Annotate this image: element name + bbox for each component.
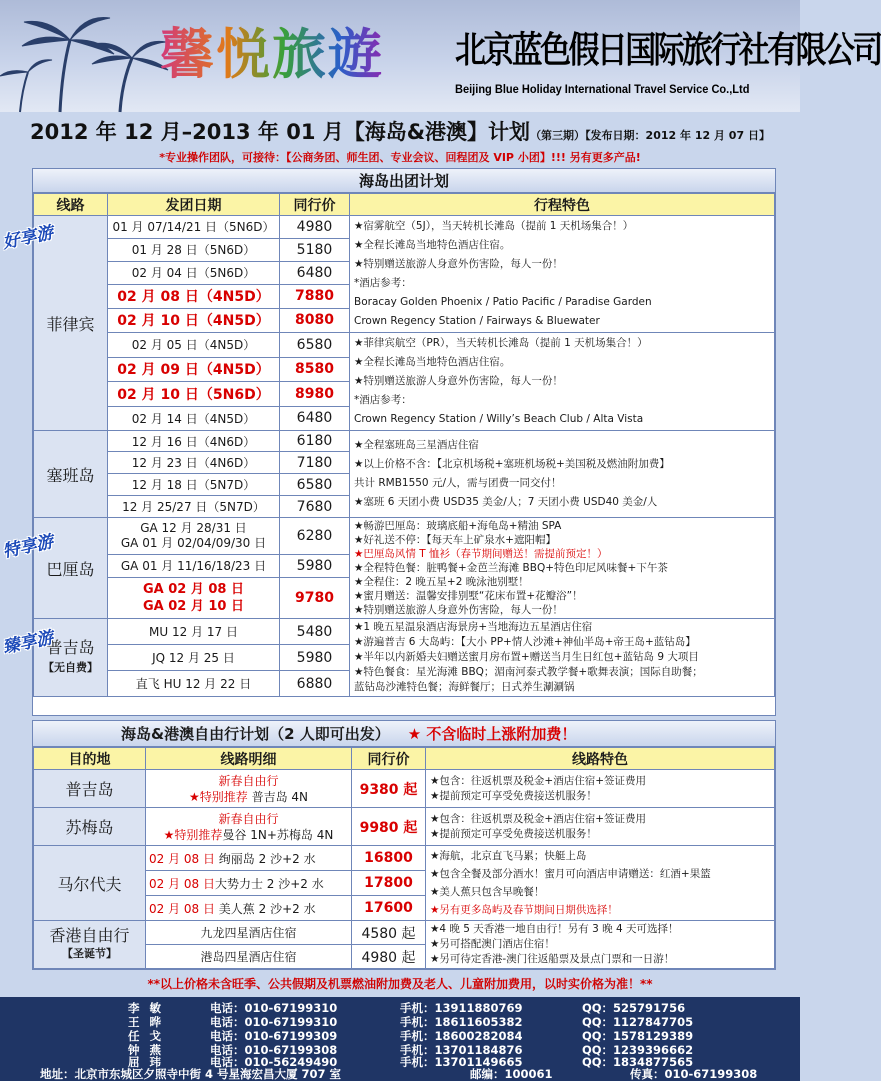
contact-name: 屈玮: [128, 1055, 171, 1069]
table-row: [34, 619, 775, 645]
depart-date: 02 月 04 日（5N6D）: [108, 261, 280, 284]
contact-qq: QQ：1834877565: [582, 1055, 694, 1069]
table-header-row: [34, 748, 775, 770]
col-header-price: 同行价: [352, 748, 426, 770]
dest-phuket: 普吉岛: [34, 770, 146, 808]
col-header-feature: 线路特色: [426, 748, 775, 770]
company-name-en: Beijing Blue Holiday International Travel Service Co.,Ltd: [455, 82, 750, 96]
line-hotel: 大势力士 2 沙+2 水: [214, 876, 324, 891]
contact-row: [0, 1001, 800, 1015]
depart-date: 12 月 18 日（5N7D）: [108, 474, 280, 496]
contact-tel: 电话：010-56249490: [210, 1055, 338, 1069]
feature-line: ★包含全餐及部分酒水！蜜月可向酒店申请赠送：红酒+果篮: [430, 868, 711, 880]
island-plan-panel: [32, 168, 776, 716]
price: 4580 起: [352, 921, 426, 945]
island-plan-table: [33, 193, 775, 697]
dest-hongkong-label: 香港自由行: [49, 925, 130, 945]
col-header-destination: 目的地: [34, 748, 146, 770]
price: 17800: [352, 871, 426, 896]
feature-line: ★4 晚 5 天香港一地自由行！另有 3 晚 4 天可选择！: [430, 923, 679, 935]
contact-name: 钟燕: [128, 1043, 171, 1057]
recommend-tag: ★特别推荐: [188, 789, 248, 804]
feature-line: Crown Regency Station / Willy’s Beach Club / Alta Vista: [354, 413, 644, 425]
footer-fax: 传真：010-67199308: [630, 1067, 758, 1081]
price: 16800: [352, 846, 426, 871]
feature-line: ★全程住：2 晚五星+2 晚泳池别墅！: [354, 576, 529, 588]
price: 5980: [280, 555, 350, 578]
price: 9980 起: [352, 808, 426, 846]
contact-tel: 电话：010-67199309: [210, 1029, 338, 1043]
col-header-price: 同行价: [280, 194, 350, 216]
feature-line: ★另可待定香港-澳门往返船票及景点门票和一日游！: [430, 953, 675, 965]
contact-tel: 电话：010-67199308: [210, 1043, 338, 1057]
feature-line: ★巴厘岛风情 T 恤衫（春节期间赠送！需提前预定！）: [354, 548, 608, 560]
table-header-row: [34, 194, 775, 216]
feature-line: ★另可搭配澳门酒店住宿！: [430, 938, 555, 950]
contact-tel: 电话：010-67199310: [210, 1001, 338, 1015]
price: 6280: [280, 518, 350, 555]
dest-hongkong-note: 【圣诞节】: [62, 946, 117, 960]
features-philippines-pr: [350, 333, 775, 431]
contact-tel: 电话：010-67199310: [210, 1015, 338, 1029]
feature-line: ★包含：往返机票及税金+酒店住宿+签证费用: [430, 812, 647, 825]
col-header-feature: 行程特色: [350, 194, 775, 216]
price: 6480: [280, 406, 350, 431]
region-bali: 巴厘岛: [34, 518, 108, 619]
depart-date: 12 月 25/27 日（5N7D）: [108, 496, 280, 518]
contact-mobile: 手机：13701149665: [400, 1055, 523, 1069]
table-row: [34, 846, 775, 871]
region-phuket-label: 普吉岛: [46, 637, 95, 657]
feature-line: *酒店参考：: [354, 394, 412, 406]
price: 4980: [280, 216, 350, 239]
region-philippines: 菲律宾: [34, 216, 108, 431]
feature-line: ★畅游巴厘岛：玻璃底船+海龟岛+精油 SPA: [354, 520, 562, 532]
feature-line: 共计 RMB1550 元/人，需与团费一同交付！: [354, 477, 562, 489]
feature-line: ★全程特色餐：脏鸭餐+金芭兰海滩 BBQ+特色印尼风味餐+下午茶: [354, 562, 668, 574]
contact-mobile: 手机：18600282084: [400, 1029, 523, 1043]
feature-line: ★提前预定可享受免费接送机服务！: [430, 827, 597, 840]
dest-maldives: 马尔代夫: [34, 846, 146, 921]
title-edition: （第三期）: [530, 129, 586, 142]
price: 8580: [280, 357, 350, 382]
badge-good: 好享游: [0, 222, 56, 254]
price: 17600: [352, 896, 426, 921]
feature-line: ★宿雾航空（5J），当天转机长滩岛（提前 1 天机场集合！）: [354, 220, 634, 232]
feature-line: ★海航，北京直飞马累；快艇上岛: [430, 850, 587, 862]
price: 9780: [280, 577, 350, 618]
contact-mobile: 手机：18611605382: [400, 1015, 523, 1029]
depart-date: 02 月 05 日（4N5D）: [108, 333, 280, 358]
depart-date: 02 月 10 日（4N5D）: [108, 308, 280, 332]
contact-qq: QQ：1578129389: [582, 1029, 694, 1043]
price: 6480: [280, 261, 350, 284]
footer-row: [0, 1067, 800, 1081]
features-free-hongkong: [426, 921, 775, 969]
contact-name: 王晔: [128, 1015, 171, 1029]
feature-line: Crown Regency Station / Fairways & Bluewater: [354, 315, 600, 327]
feature-line: ★包含：往返机票及税金+酒店住宿+签证费用: [430, 774, 647, 787]
depart-date: 02 月 10 日（5N6D）: [108, 382, 280, 407]
depart-date: 01 月 28 日（5N6D）: [108, 238, 280, 261]
free-plan-title-text: 海岛&港澳自由行计划（2 人即可出发）: [121, 725, 390, 743]
feature-line: ★半年以内新婚夫妇赠送蜜月房布置+赠送当月生日红包+蓝钻岛 9 大项目: [354, 651, 699, 663]
contact-name: 李敏: [128, 1001, 171, 1015]
price: 8080: [280, 308, 350, 332]
features-free-maldives: [426, 846, 775, 921]
table-row: [34, 216, 775, 239]
feature-line: ★特别赠送旅游人身意外伤害险，每人一份！: [354, 258, 563, 270]
free-plan-table: [33, 747, 775, 969]
free-plan-panel: [32, 720, 776, 970]
region-phuket-note: 【无自费】: [43, 660, 98, 674]
feature-line: ★提前预定可享受免费接送机服务！: [430, 789, 597, 802]
contact-footer: [0, 997, 800, 1081]
table-row: [34, 333, 775, 358]
depart-date: 直飞 HU 12 月 22 日: [108, 671, 280, 697]
dest-samui: 苏梅岛: [34, 808, 146, 846]
depart-date: 12 月 16 日（4N6D）: [108, 431, 280, 452]
table-row: [34, 921, 775, 945]
line-detail-title: 新春自由行: [218, 773, 279, 788]
contact-name: 任戈: [128, 1029, 171, 1043]
feature-line: ★特别赠送旅游人身意外伤害险，每人一份！: [354, 375, 563, 387]
depart-date: [108, 577, 280, 618]
price: 6580: [280, 474, 350, 496]
feature-line: ★特别赠送旅游人身意外伤害险，每人一份！: [354, 604, 563, 616]
table-row: [34, 770, 775, 808]
table-row: [34, 431, 775, 452]
feature-line: ★特色餐食：星光海滩 BBQ；湄南河泰式教学餐+歌舞表演；国际自助餐；: [354, 666, 703, 678]
features-saipan: [350, 431, 775, 518]
company-name-cn: 北京蓝色假日国际旅行社有限公司: [455, 30, 881, 71]
badge-luxury: 臻享游: [0, 627, 56, 659]
depart-date: [108, 518, 280, 555]
feature-line: Boracay Golden Phoenix / Patio Pacific / Paradise Garden: [354, 296, 652, 308]
dest-hongkong: [34, 921, 146, 969]
price: 5980: [280, 645, 350, 671]
recommend-tag: ★特别推荐: [163, 827, 223, 842]
line-detail: [146, 846, 352, 871]
date-line: GA 02 月 10 日: [142, 598, 245, 614]
date-line: GA 01 月 02/04/09/30 日: [120, 536, 267, 551]
line-date: 02 月 08 日: [149, 851, 215, 866]
line-detail: [146, 896, 352, 921]
title-publish-date: 【发布日期：2012 年 12 月 07 日】: [585, 129, 770, 142]
line-detail: [146, 770, 352, 808]
island-plan-title: 海岛出团计划: [33, 169, 775, 193]
features-free-samui: [426, 808, 775, 846]
depart-date: 02 月 14 日（4N5D）: [108, 406, 280, 431]
price: 7180: [280, 452, 350, 474]
footer-zip: 邮编：100061: [470, 1067, 553, 1081]
price: 8980: [280, 382, 350, 407]
feature-line: ★菲律宾航空（PR），当天转机长滩岛（提前 1 天机场集合！）: [354, 337, 648, 349]
badge-special: 特享游: [0, 531, 56, 563]
contact-mobile: 手机：13911880769: [400, 1001, 523, 1015]
depart-date: 02 月 09 日（4N5D）: [108, 357, 280, 382]
free-plan-warning: ★ 不含临时上涨附加费！: [407, 725, 577, 743]
price: 6180: [280, 431, 350, 452]
brand-logo: 馨悦旅遊: [160, 12, 384, 89]
col-header-date: 发团日期: [108, 194, 280, 216]
depart-date: 12 月 23 日（4N6D）: [108, 452, 280, 474]
contact-mobile: 手机：13701184876: [400, 1043, 523, 1057]
feature-line: ★全程塞班岛三星酒店住宿: [354, 439, 479, 451]
feature-line: 蓝钻岛沙滩特色餐；海鲜餐厅；日式养生涮涮锅: [354, 681, 575, 693]
col-header-line: 线路明细: [146, 748, 352, 770]
table-row: [34, 808, 775, 846]
line-detail-title: 新春自由行: [218, 811, 279, 826]
contact-row: [0, 1015, 800, 1029]
line-hotel: 美人蕉 2 沙+2 水: [214, 901, 316, 916]
line-hotel: 绚丽岛 2 沙+2 水: [214, 851, 316, 866]
price: 6880: [280, 671, 350, 697]
price: 5480: [280, 619, 350, 645]
feature-line: ★1 晚五星温泉酒店海景房+当地海边五星酒店住宿: [354, 621, 593, 633]
price: 6580: [280, 333, 350, 358]
free-plan-title: [33, 721, 775, 747]
feature-line: ★以上价格不含：【北京机场税+塞班机场税+美国税及燃油附加费】: [354, 458, 670, 470]
region-saipan: 塞班岛: [34, 431, 108, 518]
features-free-phuket: [426, 770, 775, 808]
contact-qq: QQ：1127847705: [582, 1015, 694, 1029]
line-date: 02 月 08 日: [149, 901, 215, 916]
depart-date: 02 月 08 日（4N5D）: [108, 284, 280, 308]
line-detail-text: 曼谷 1N+苏梅岛 4N: [222, 827, 334, 842]
contact-row: [0, 1029, 800, 1043]
feature-line: ★另有更多岛屿及春节期间日期供选择！: [430, 904, 618, 916]
features-philippines-5j: [350, 216, 775, 333]
feature-line: ★美人蕉只包含早晚餐！: [430, 886, 545, 898]
feature-line: ★全程长滩岛当地特色酒店住宿。: [354, 356, 511, 368]
date-line: GA 12 月 28/31 日: [140, 521, 247, 536]
page-subtitle: *专业操作团队，可接待：【公商务团、师生团、专业会议、回程团及 VIP 小团】!!! 另有更多产品!: [159, 151, 641, 164]
price-notice: **以上价格未含旺季、公共假期及机票燃油附加费及老人、儿童附加费用，以时实价格为准！**: [147, 977, 653, 991]
contact-qq: QQ：1239396662: [582, 1043, 694, 1057]
contact-qq: QQ：525791756: [582, 1001, 686, 1015]
line-detail: [146, 808, 352, 846]
price: 9380 起: [352, 770, 426, 808]
page-title: [0, 116, 800, 146]
header-banner: [0, 0, 881, 112]
depart-date: JQ 12 月 25 日: [108, 645, 280, 671]
features-phuket: [350, 619, 775, 697]
feature-line: ★游遍普吉 6 大岛屿：【大小 PP+情人沙滩+神仙半岛+帝王岛+蓝钻岛】: [354, 636, 696, 648]
line-detail: [146, 871, 352, 896]
title-main: 2012 年 12 月–2013 年 01 月【海岛&港澳】计划: [30, 120, 531, 144]
feature-line: *酒店参考：: [354, 277, 412, 289]
features-bali: [350, 518, 775, 619]
depart-date: MU 12 月 17 日: [108, 619, 280, 645]
depart-date: GA 01 月 11/16/18/23 日: [108, 555, 280, 578]
line-detail: 港岛四星酒店住宿: [146, 945, 352, 969]
feature-line: ★塞班 6 天团小费 USD35 美金/人；7 天团小费 USD40 美金/人: [354, 496, 658, 508]
date-line: GA 02 月 08 日: [142, 581, 245, 597]
col-header-route: 线路: [34, 194, 108, 216]
feature-line: ★蜜月赠送：温馨安排别墅“花床布置+花瓣浴”！: [354, 590, 583, 602]
feature-line: ★好礼送不停：【每天车上矿泉水+遮阳帽】: [354, 534, 556, 546]
table-row: [34, 518, 775, 555]
price: 7880: [280, 284, 350, 308]
line-detail: 九龙四星酒店住宿: [146, 921, 352, 945]
line-detail-text: 普吉岛 4N: [247, 789, 308, 804]
line-date: 02 月 08 日: [149, 876, 215, 891]
price: 5180: [280, 238, 350, 261]
price: 7680: [280, 496, 350, 518]
depart-date: 01 月 07/14/21 日（5N6D）: [108, 216, 280, 239]
footer-address: 地址：北京市东城区夕照寺中街 4 号星海宏昌大厦 707 室: [40, 1067, 342, 1081]
feature-line: ★全程长滩岛当地特色酒店住宿。: [354, 239, 511, 251]
price: 4980 起: [352, 945, 426, 969]
